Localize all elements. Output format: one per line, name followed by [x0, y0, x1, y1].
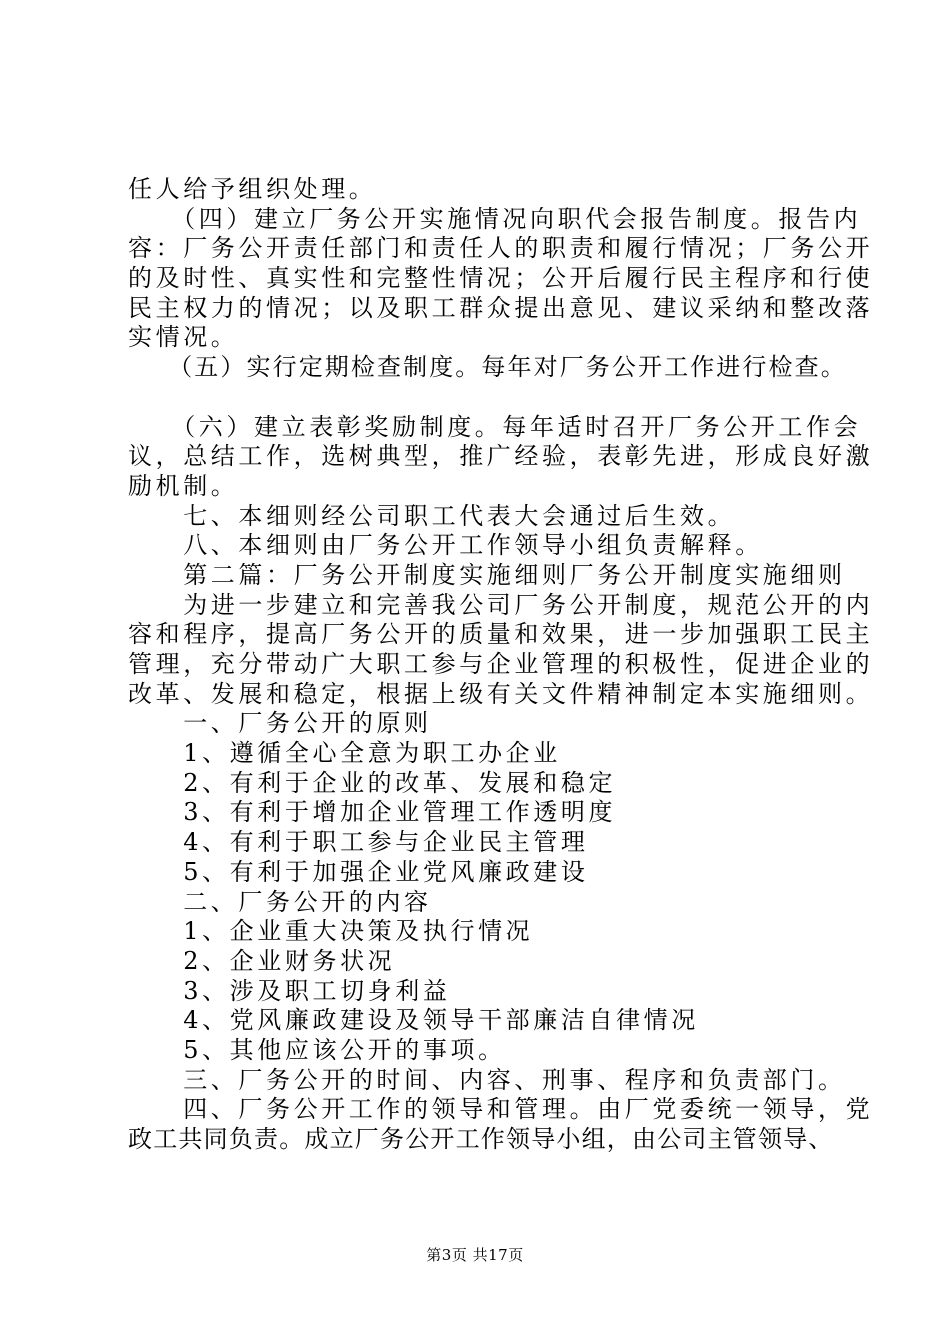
text-line: 管理，充分带动广大职工参与企业管理的积极性，促进企业的 [128, 650, 874, 678]
text-line: 容和程序，提高厂务公开的质量和效果，进一步加强职工民主 [128, 620, 874, 649]
page-footer: 第3页 共17页 [426, 1246, 524, 1264]
list-item: 4、党风廉政建设及领导干部廉洁自律情况 [128, 1006, 699, 1035]
text-line: 民主权力的情况；以及职工群众提出意见、建议采纳和整改落 [128, 293, 874, 322]
text-line: 二、厂务公开的内容 [128, 887, 432, 916]
list-item: 3、有利于增加企业管理工作透明度 [128, 798, 617, 827]
text-line: 一、厂务公开的原则 [128, 709, 432, 738]
list-item: 5、有利于加强企业党风廉政建设 [128, 857, 589, 886]
text-line: （五）实行定期检查制度。每年对厂务公开工作进行检查。 [128, 353, 847, 382]
text-line: 的及时性、真实性和完整性情况；公开后履行民主程序和行使 [128, 264, 874, 293]
text-line: （四）建立厂务公开实施情况向职代会报告制度。报告内 [128, 204, 862, 233]
text-line: 任人给予组织处理。 [128, 175, 377, 203]
text-line: 为进一步建立和完善我公司厂务公开制度，规范公开的内 [128, 590, 874, 619]
text-line: 励机制。 [128, 471, 239, 500]
text-line: 三、厂务公开的时间、内容、刑事、程序和负责部门。 [128, 1065, 846, 1094]
list-item: 5、其他应该公开的事项。 [128, 1035, 506, 1064]
text-line: 八、本细则由厂务公开工作领导小组负责解释。 [128, 531, 763, 560]
list-item: 2、企业财务状况 [128, 946, 396, 975]
text-line: 实情况。 [128, 323, 239, 352]
section-heading: 第二篇：厂务公开制度实施细则厂务公开制度实施细则 [128, 560, 846, 589]
text-line: 政工共同负责。成立厂务公开工作领导小组，由公司主管领导、 [128, 1125, 834, 1153]
list-item: 2、有利于企业的改革、发展和稳定 [128, 768, 617, 797]
text-line: 七、本细则经公司职工代表大会通过后生效。 [128, 501, 736, 530]
list-item: 4、有利于职工参与企业民主管理 [128, 828, 589, 857]
text-line: 议，总结工作，选树典型，推广经验，表彰先进，形成良好激 [128, 442, 874, 471]
list-item: 1、企业重大决策及执行情况 [128, 917, 534, 946]
list-item: 3、涉及职工切身利益 [128, 976, 451, 1005]
list-item: 1、遵循全心全意为职工办企业 [128, 739, 561, 768]
document-body [128, 175, 874, 1155]
text-line: （六）建立表彰奖励制度。每年适时召开厂务公开工作会 [128, 412, 862, 441]
text-line: 改革、发展和稳定，根据上级有关文件精神制定本实施细则。 [128, 679, 874, 708]
text-line: 四、厂务公开工作的领导和管理。由厂党委统一领导，党 [128, 1095, 874, 1124]
text-line: 容：厂务公开责任部门和责任人的职责和履行情况；厂务公开 [128, 234, 874, 263]
